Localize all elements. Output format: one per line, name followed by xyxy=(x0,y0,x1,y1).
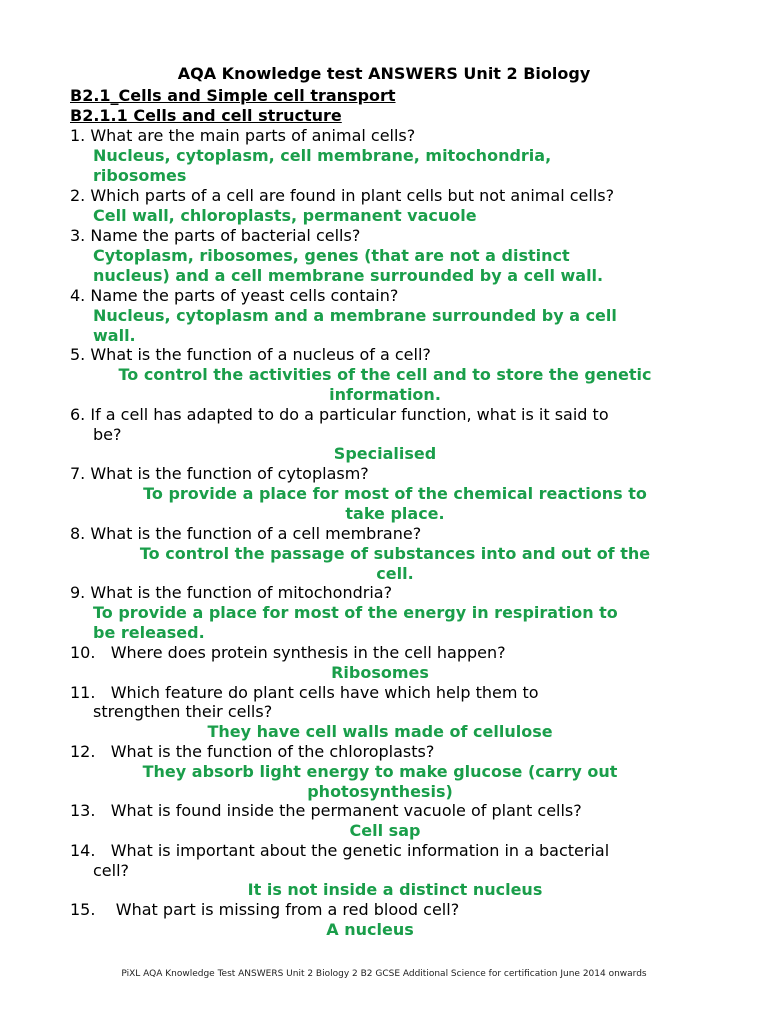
question-5: 5. What is the function of a nucleus of a cell? xyxy=(70,345,431,364)
question-1: 1. What are the main parts of animal cells? xyxy=(70,126,416,145)
answer-8-cont: cell. xyxy=(376,564,414,583)
question-9: 9. What is the function of mitochondria? xyxy=(70,583,393,602)
answer-1-cont: ribosomes xyxy=(93,166,187,185)
subsection-heading: B2.1.1 Cells and cell structure xyxy=(70,106,342,125)
question-12: 12. What is the function of the chloroplasts? xyxy=(70,742,435,761)
answer-5-cont: information. xyxy=(329,385,441,404)
answer-9: To provide a place for most of the energy in respiration to xyxy=(93,603,618,622)
page-title: AQA Knowledge test ANSWERS Unit 2 Biology xyxy=(177,64,591,83)
answer-14: It is not inside a distinct nucleus xyxy=(247,880,543,899)
answer-7-cont: take place. xyxy=(345,504,445,523)
question-15: 15. What part is missing from a red blood cell? xyxy=(70,900,460,919)
answer-12-cont: photosynthesis) xyxy=(307,782,453,801)
answer-3: Cytoplasm, ribosomes, genes (that are not a distinct xyxy=(93,246,570,265)
question-4: 4. Name the parts of yeast cells contain? xyxy=(70,286,399,305)
answer-11: They have cell walls made of cellulose xyxy=(207,722,553,741)
answer-5: To control the activities of the cell and to store the genetic xyxy=(118,365,652,384)
question-10: 10. Where does protein synthesis in the cell happen? xyxy=(70,643,506,662)
answer-13: Cell sap xyxy=(349,821,421,840)
answer-4: Nucleus, cytoplasm and a membrane surrounded by a cell xyxy=(93,306,617,325)
question-13: 13. What is found inside the permanent vacuole of plant cells? xyxy=(70,801,582,820)
answer-1: Nucleus, cytoplasm, cell membrane, mitochondria, xyxy=(93,146,552,165)
section-heading: B2.1_Cells and Simple cell transport xyxy=(70,86,396,105)
answer-9-cont: be released. xyxy=(93,623,205,642)
answer-10: Ribosomes xyxy=(331,663,429,682)
question-2: 2. Which parts of a cell are found in plant cells but not animal cells? xyxy=(70,186,615,205)
page-footer: PiXL AQA Knowledge Test ANSWERS Unit 2 Biology 2 B2 GCSE Additional Science for certification June 2014 onwards xyxy=(121,969,647,979)
question-3: 3. Name the parts of bacterial cells? xyxy=(70,226,361,245)
question-6-cont: be? xyxy=(93,425,122,444)
question-11: 11. Which feature do plant cells have which help them to xyxy=(70,683,539,702)
answer-12: They absorb light energy to make glucose (carry out xyxy=(142,762,618,781)
answer-4-cont: wall. xyxy=(93,326,136,345)
answer-3-cont: nucleus) and a cell membrane surrounded by a cell wall. xyxy=(93,266,604,285)
question-14-cont: cell? xyxy=(93,861,130,880)
question-8: 8. What is the function of a cell membrane? xyxy=(70,524,422,543)
question-7: 7. What is the function of cytoplasm? xyxy=(70,464,369,483)
answer-7: To provide a place for most of the chemical reactions to xyxy=(143,484,647,503)
answer-15: A nucleus xyxy=(326,920,414,939)
answer-2: Cell wall, chloroplasts, permanent vacuole xyxy=(93,206,477,225)
answer-8: To control the passage of substances into and out of the xyxy=(139,544,651,563)
question-11-cont: strengthen their cells? xyxy=(93,702,273,721)
question-14: 14. What is important about the genetic information in a bacterial xyxy=(70,841,610,860)
question-6: 6. If a cell has adapted to do a particular function, what is it said to xyxy=(70,405,609,424)
answer-6: Specialised xyxy=(333,444,437,463)
